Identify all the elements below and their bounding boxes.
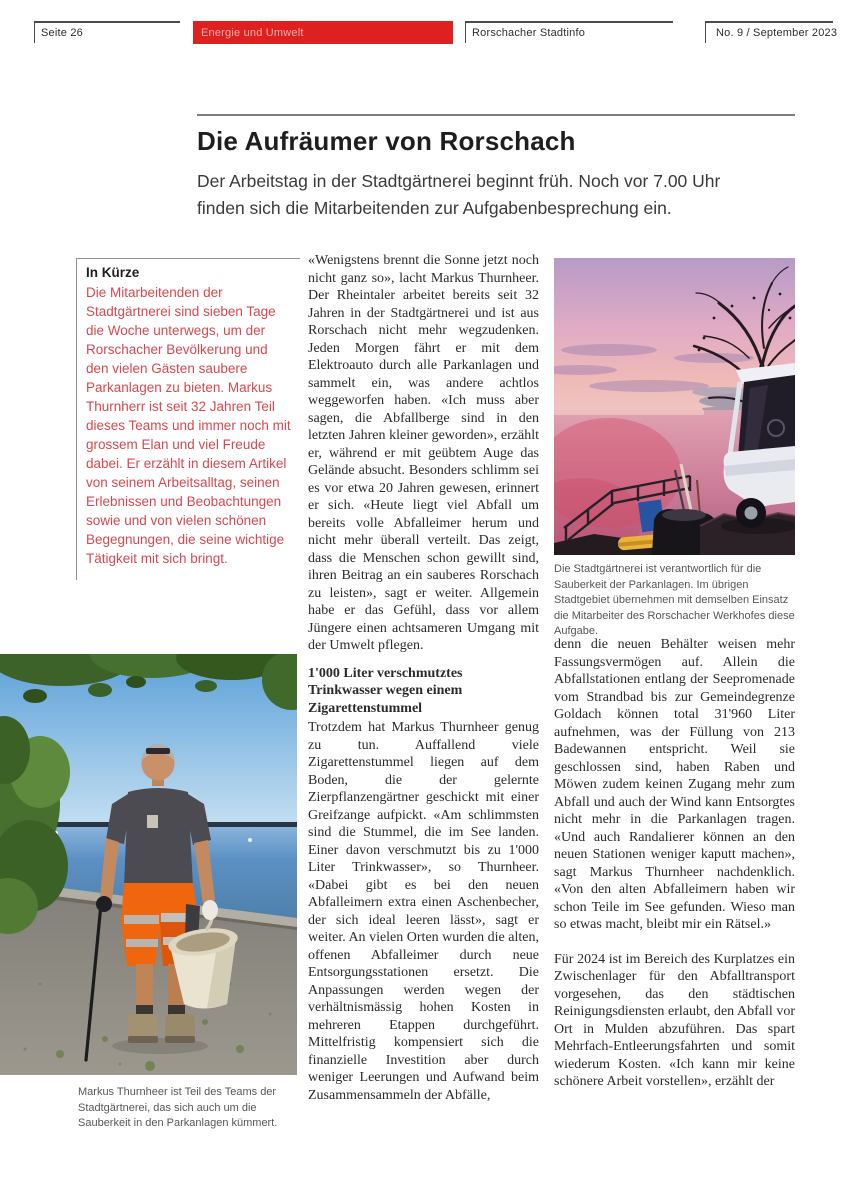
photo-electric-vehicle-lake: [554, 258, 795, 555]
photo-left-caption: Markus Thurnheer ist Teil des Teams der Stadtgärtnerei, das sich auch um die Sauberkeit in den Parkanlagen kümmert.: [78, 1086, 278, 1129]
section-heading: 1'000 Liter verschmutztes Trinkwasser wegen einem Zigarettenstummel: [308, 665, 463, 716]
paragraph: «Wenigstens brennt die Sonne jetzt noch nicht ganz so», lacht Markus Thurnheer. Der Rheintaler arbeitet bereits seit 32 Jahren in der Stadtgärtnerei und ist aus Rorschach nicht mehr wegzudenken. Jeden Morgen fährt er mit dem Elektroauto durch alle Parkanlagen und sammelt ein, was andere achtlos weggeworfen haben. «Ich muss aber sagen, die Abfallberge sind in den letzten Jahren kleiner geworden», erzählt er, während er mit geübtem Auge das Gelände absucht. Besonders schlimm sei es vor etwa 20 Jahren gewesen, erinnert er sich. «Heute liegt viel Abfall um bereits volle Abfalleimer herum und nicht mehr überall verteilt. Das zeigt, dass die Menschen schon gewillt sind, ihren Beitrag an ein sauberes Rorschach zu leisten», sagt er weiter. Allgemein habe er das Gefühl, dass vor allem Jüngere einen achtsameren Umgang mit der Umwelt pflegen.: [308, 253, 539, 653]
paragraph: denn die neuen Behälter weisen mehr Fassungsvermögen auf. Allein die Abfallstationen entlang der Seepromenade vom Strandbad bis zur Gemeindegrenze Goldach können total 31'960 Liter aufnehmen, was der Füllung von 213 Badewannen entspricht. Weil sie geschlossen sind, haben Raben und Möwen zudem keinen Zugang mehr zum Abfall und auch der Wind kann Entsorgtes nicht mehr in die Parkanlagen tragen. «Und auch Randalierer können an den neuen Stationen weniger kaputt machen», sagt Markus Thurnheer nachdenklich. «Von den alten Abfalleimern haben wir schon Teile im See gefunden. Wieso man so etwas macht, bleibt mir ein Rätsel.»: [554, 637, 795, 932]
summary-box: [76, 258, 300, 580]
photo-markus-thurnheer-illustration: [0, 654, 297, 1075]
header-issue-date: No. 9 / September 2023: [705, 21, 833, 43]
summary-box-text: Die Mitarbeitenden der Stadtgärtnerei sind sieben Tage die Woche unterwegs, um der Rorschacher Bevölkerung und den vielen Gästen saubere Parkanlagen zu bieten. Markus Thurnherr ist seit 32 Jahren Teil dieses Teams und immer noch mit grossem Elan und viel Freude dabei. Er erzählt in diesem Artikel von seinem Arbeitsalltag, seinen Erlebnissen und Beobachtungen sowie und von vielen schönen Begegnungen, die seine wichtige Tätigkeit mit sich bringt.: [86, 285, 291, 566]
paragraph: Trotzdem hat Markus Thurnheer genug zu tun. Auffallend viele Zigarettenstummel liegen auf dem Boden, die der gelernte Zierpflanzengärtner geschickt mit einer Greifzange aufpickt. «Am schlimmsten sind die Stummel, die im See landen. Einer davon verschmutzt bis zu 1'000 Liter Trinkwasser», so Thurnheer. «Dabei gibt es bei den neuen Abfalleimern extra einen Aschenbecher, der sich ideal leeren lässt», sagt er weiter. An vielen Orten wurden die alten, offenen Abfalleimer durch neue Entsorgungsstationen ersetzt. Die Anpassungen werden wegen der verhältnismässig hohen Kosten in mehreren Etappen durchgeführt. Mittelfristig kompensiert sich die finanzielle Investition aber durch weniger Leerungen und Aufwand beim Zusammensammeln der Abfälle,: [308, 720, 539, 1103]
header-publication-name: Rorschacher Stadtinfo: [465, 21, 673, 43]
paragraph: Für 2024 ist im Bereich des Kurplatzes ein Zwischenlager für den Abfalltransport vorgesehen, das den städtischen Reinigungsdiensten erlaubt, den Abfall vor Ort in Mulden abzuführen. Das spart Mehrfach-Entleerungsfahrten und somit wiederum Kosten. «Ich kann mir keine schönere Arbeit vorstellen», erzählt der: [554, 951, 795, 1089]
photo-markus-thurnheer: [0, 654, 297, 1075]
article-lead: Der Arbeitstag in der Stadtgärtnerei beginnt früh. Noch vor 7.00 Uhr finden sich die Mitarbeitenden zur Aufgabenbesprechung ein.: [197, 171, 721, 218]
header-page-number: Seite 26: [34, 21, 180, 43]
summary-box-heading: In Kürze: [86, 265, 140, 280]
photo-electric-vehicle-illustration: [554, 258, 795, 555]
article-column-1: [308, 252, 539, 1104]
photo-right-caption: Die Stadtgärtnerei ist verantwortlich für die Sauberkeit der Parkanlagen. Im übrigen Stadtgebiet übernehmen mit demselben Einsatz die Mitarbeiter des Rorschacher Werkhofes diese Aufgabe.: [554, 563, 795, 637]
article-column-2: [554, 636, 795, 1091]
title-divider-rule: [197, 114, 795, 116]
header-category-badge: Energie und Umwelt: [193, 21, 453, 44]
article-title: Die Aufräumer von Rorschach: [197, 126, 576, 156]
